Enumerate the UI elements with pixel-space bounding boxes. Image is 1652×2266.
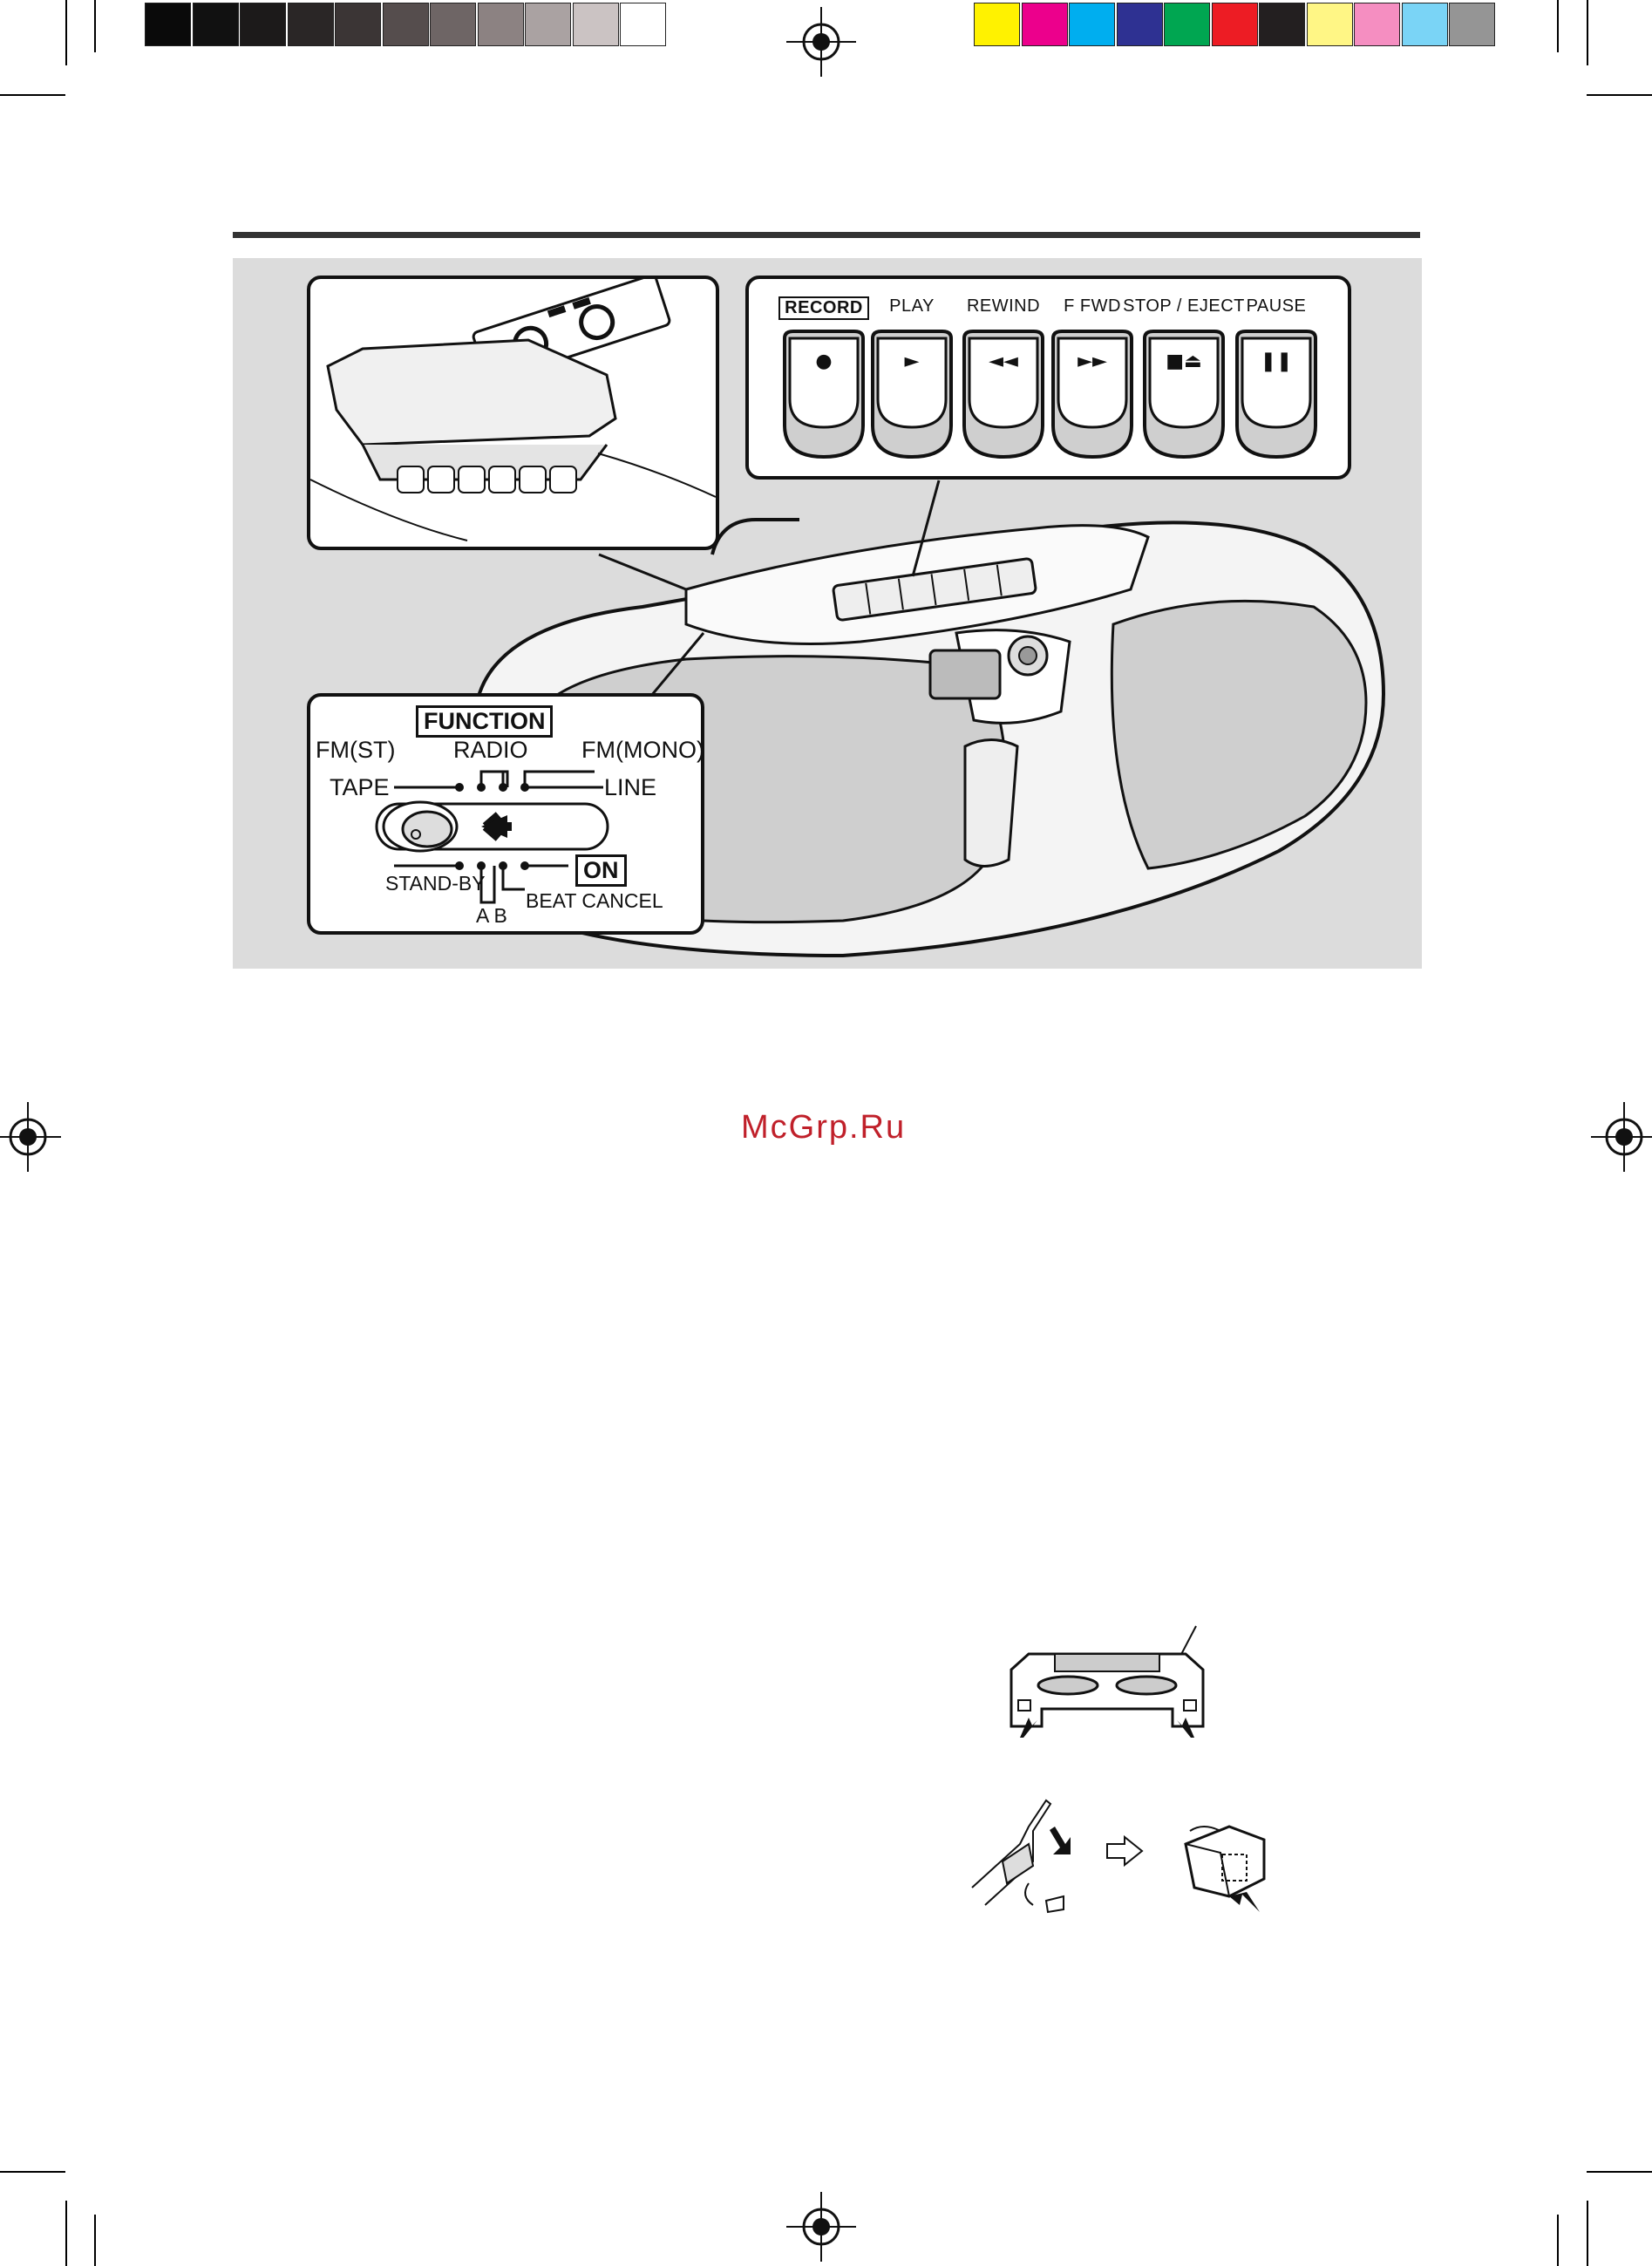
transport-label: PLAY bbox=[889, 296, 935, 316]
gray-swatch bbox=[383, 3, 429, 46]
beat-cancel-label: BEAT CANCEL bbox=[526, 889, 663, 912]
color-swatch bbox=[1117, 3, 1163, 46]
transport-symbol: ● bbox=[815, 350, 833, 372]
gray-swatch bbox=[145, 3, 191, 46]
standby-label: STAND-BY bbox=[385, 872, 486, 895]
function-title: FUNCTION bbox=[416, 705, 553, 738]
transport-label: F FWD bbox=[1064, 296, 1121, 316]
cassette-erase-tabs-diagram bbox=[994, 1617, 1220, 1739]
transport-key bbox=[1141, 330, 1227, 460]
transport-key bbox=[1234, 330, 1319, 460]
color-swatch bbox=[1069, 3, 1115, 46]
radio-label: RADIO bbox=[453, 737, 528, 763]
fm-mono-label: FM(MONO) bbox=[581, 737, 704, 763]
line-label: LINE bbox=[604, 774, 657, 800]
transport-key bbox=[869, 330, 955, 460]
transport-label: REWIND bbox=[966, 296, 1041, 316]
transport-key bbox=[1050, 330, 1135, 460]
transport-label: RECORD bbox=[778, 296, 869, 320]
registration-mark-left bbox=[0, 1100, 61, 1174]
color-swatch bbox=[1307, 3, 1353, 46]
gray-swatch bbox=[525, 3, 571, 46]
color-swatch bbox=[1449, 3, 1495, 46]
function-slide-switch bbox=[307, 693, 704, 935]
gray-swatch bbox=[478, 3, 524, 46]
transport-label: PAUSE bbox=[1246, 296, 1307, 316]
color-swatch bbox=[1022, 3, 1068, 46]
gray-swatch bbox=[430, 3, 476, 46]
gray-swatch bbox=[288, 3, 334, 46]
color-swatch bbox=[1402, 3, 1448, 46]
tape-label: TAPE bbox=[330, 774, 390, 800]
gray-swatch bbox=[573, 3, 619, 46]
gray-swatch bbox=[193, 3, 239, 46]
cassette-compartment-inset bbox=[307, 276, 719, 550]
ab-label: A B bbox=[476, 904, 507, 927]
on-label: ON bbox=[575, 854, 627, 887]
color-swatch bbox=[1354, 3, 1400, 46]
header-rule bbox=[233, 232, 1420, 238]
color-swatch bbox=[1212, 3, 1258, 46]
color-swatch bbox=[1259, 3, 1305, 46]
transport-key bbox=[961, 330, 1046, 460]
transport-symbol: ►► bbox=[1078, 350, 1107, 372]
tab-removal-diagram bbox=[968, 1792, 1290, 1914]
transport-symbol: ► bbox=[904, 350, 920, 372]
transport-symbol: ◄◄ bbox=[989, 350, 1018, 372]
gray-swatch bbox=[240, 3, 286, 46]
transport-key bbox=[781, 330, 867, 460]
registration-mark-top bbox=[785, 7, 858, 80]
gray-swatch bbox=[335, 3, 381, 46]
transport-symbol: ■⏏ bbox=[1166, 350, 1202, 372]
transport-label: STOP / EJECT bbox=[1123, 296, 1245, 316]
color-swatch bbox=[974, 3, 1020, 46]
cassette-insertion-drawing bbox=[310, 279, 716, 547]
registration-mark-right bbox=[1591, 1100, 1652, 1174]
transport-symbol: ❚❚ bbox=[1260, 350, 1293, 372]
registration-mark-bottom bbox=[785, 2188, 858, 2262]
gray-swatch bbox=[620, 3, 666, 46]
fm-st-label: FM(ST) bbox=[316, 737, 396, 763]
watermark: McGrp.Ru bbox=[741, 1109, 907, 1146]
color-swatch bbox=[1164, 3, 1210, 46]
